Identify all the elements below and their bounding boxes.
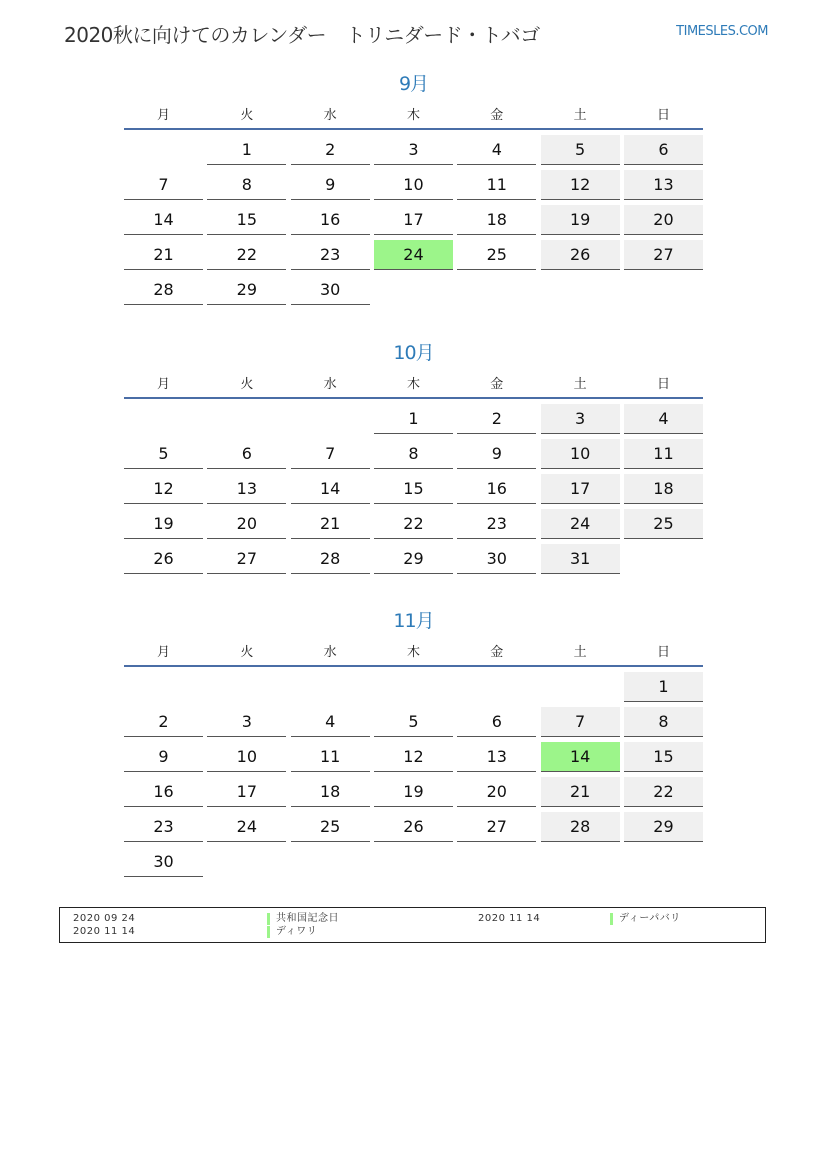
empty-day-cell xyxy=(291,847,370,877)
empty-day-cell xyxy=(457,847,536,877)
weekend-day-cell: 29 xyxy=(624,812,703,842)
weekend-day-cell: 10 xyxy=(541,439,620,469)
month-october xyxy=(124,339,703,574)
weekday-label: 金 xyxy=(490,377,504,392)
empty-day-cell xyxy=(124,135,203,165)
weekday-label: 火 xyxy=(240,645,254,660)
weekend-day-cell: 24 xyxy=(541,509,620,539)
day-cell: 25 xyxy=(291,812,370,842)
month-title: 11月 xyxy=(393,610,434,632)
day-cell: 12 xyxy=(374,742,453,772)
weekend-day-cell: 27 xyxy=(624,240,703,270)
weekday-label: 日 xyxy=(656,377,670,392)
weekday-label: 火 xyxy=(240,108,254,123)
empty-day-cell xyxy=(374,847,453,877)
day-cell: 23 xyxy=(291,240,370,270)
day-cell: 11 xyxy=(291,742,370,772)
day-cell: 5 xyxy=(124,439,203,469)
page-title: 2020秋に向けてのカレンダー トリニダード・トバゴ xyxy=(64,23,540,47)
weekday-header xyxy=(124,104,703,130)
day-cell: 18 xyxy=(457,205,536,235)
day-cell: 1 xyxy=(207,135,286,165)
day-grid xyxy=(124,135,703,305)
legend-date: 2020 09 24 xyxy=(73,913,136,924)
day-cell: 22 xyxy=(207,240,286,270)
empty-day-cell xyxy=(457,672,536,702)
weekday-label: 土 xyxy=(573,377,587,392)
day-cell: 10 xyxy=(374,170,453,200)
day-cell: 19 xyxy=(124,509,203,539)
day-cell: 7 xyxy=(291,439,370,469)
day-cell: 1 xyxy=(374,404,453,434)
day-cell: 22 xyxy=(374,509,453,539)
day-cell: 3 xyxy=(207,707,286,737)
day-cell: 24 xyxy=(207,812,286,842)
weekend-day-cell: 12 xyxy=(541,170,620,200)
weekend-day-cell: 19 xyxy=(541,205,620,235)
empty-day-cell xyxy=(624,544,703,574)
weekday-label: 土 xyxy=(573,645,587,660)
day-cell: 6 xyxy=(207,439,286,469)
day-cell: 23 xyxy=(124,812,203,842)
weekday-label: 木 xyxy=(406,645,420,660)
empty-day-cell xyxy=(291,404,370,434)
empty-day-cell xyxy=(457,275,536,305)
month-september xyxy=(124,70,703,305)
weekend-day-cell: 26 xyxy=(541,240,620,270)
empty-day-cell xyxy=(374,672,453,702)
holiday-day-cell: 24 xyxy=(374,240,453,270)
day-cell: 9 xyxy=(124,742,203,772)
weekend-day-cell: 28 xyxy=(541,812,620,842)
day-cell: 20 xyxy=(457,777,536,807)
weekday-label: 木 xyxy=(406,377,420,392)
day-cell: 16 xyxy=(124,777,203,807)
empty-day-cell xyxy=(291,672,370,702)
day-cell: 8 xyxy=(207,170,286,200)
day-cell: 2 xyxy=(291,135,370,165)
legend-holiday-name: ディーパバリ xyxy=(610,913,681,925)
weekend-day-cell: 17 xyxy=(541,474,620,504)
weekday-label: 土 xyxy=(573,108,587,123)
empty-day-cell xyxy=(624,275,703,305)
month-title: 10月 xyxy=(393,342,434,364)
day-cell: 5 xyxy=(374,707,453,737)
weekend-day-cell: 22 xyxy=(624,777,703,807)
day-cell: 29 xyxy=(207,275,286,305)
day-cell: 21 xyxy=(124,240,203,270)
day-cell: 16 xyxy=(457,474,536,504)
weekday-label: 月 xyxy=(156,645,170,660)
weekend-day-cell: 8 xyxy=(624,707,703,737)
day-cell: 16 xyxy=(291,205,370,235)
day-cell: 30 xyxy=(457,544,536,574)
weekday-label: 水 xyxy=(323,108,337,123)
day-cell: 10 xyxy=(207,742,286,772)
day-cell: 28 xyxy=(124,275,203,305)
day-cell: 14 xyxy=(291,474,370,504)
weekday-header xyxy=(124,641,703,667)
legend-holiday-name: ディワリ xyxy=(267,926,317,938)
day-cell: 9 xyxy=(291,170,370,200)
weekend-day-cell: 1 xyxy=(624,672,703,702)
weekend-day-cell: 5 xyxy=(541,135,620,165)
weekend-day-cell: 13 xyxy=(624,170,703,200)
day-cell: 30 xyxy=(124,847,203,877)
day-cell: 2 xyxy=(457,404,536,434)
empty-day-cell xyxy=(207,404,286,434)
weekend-day-cell: 21 xyxy=(541,777,620,807)
day-cell: 25 xyxy=(457,240,536,270)
day-cell: 13 xyxy=(457,742,536,772)
day-cell: 27 xyxy=(207,544,286,574)
legend-holiday-name: 共和国記念日 xyxy=(267,913,339,925)
legend-date: 2020 11 14 xyxy=(73,926,136,937)
month-november xyxy=(124,607,703,877)
day-cell: 9 xyxy=(457,439,536,469)
day-cell: 21 xyxy=(291,509,370,539)
weekday-label: 月 xyxy=(156,377,170,392)
weekend-day-cell: 15 xyxy=(624,742,703,772)
day-cell: 18 xyxy=(291,777,370,807)
day-cell: 27 xyxy=(457,812,536,842)
empty-day-cell xyxy=(374,275,453,305)
weekday-label: 水 xyxy=(323,377,337,392)
weekend-day-cell: 18 xyxy=(624,474,703,504)
empty-day-cell xyxy=(124,672,203,702)
day-cell: 14 xyxy=(124,205,203,235)
day-grid xyxy=(124,404,703,574)
day-cell: 6 xyxy=(457,707,536,737)
empty-day-cell xyxy=(207,847,286,877)
day-cell: 4 xyxy=(457,135,536,165)
day-cell: 13 xyxy=(207,474,286,504)
weekend-day-cell: 31 xyxy=(541,544,620,574)
day-cell: 11 xyxy=(457,170,536,200)
day-cell: 28 xyxy=(291,544,370,574)
weekend-day-cell: 25 xyxy=(624,509,703,539)
empty-day-cell xyxy=(541,672,620,702)
empty-day-cell xyxy=(124,404,203,434)
day-cell: 12 xyxy=(124,474,203,504)
day-cell: 19 xyxy=(374,777,453,807)
day-cell: 4 xyxy=(291,707,370,737)
day-cell: 17 xyxy=(207,777,286,807)
empty-day-cell xyxy=(207,672,286,702)
day-cell: 17 xyxy=(374,205,453,235)
weekday-label: 日 xyxy=(656,108,670,123)
day-cell: 29 xyxy=(374,544,453,574)
day-grid xyxy=(124,672,703,877)
day-cell: 20 xyxy=(207,509,286,539)
day-cell: 30 xyxy=(291,275,370,305)
day-cell: 7 xyxy=(124,170,203,200)
empty-day-cell xyxy=(624,847,703,877)
day-cell: 3 xyxy=(374,135,453,165)
holiday-day-cell: 14 xyxy=(541,742,620,772)
day-cell: 15 xyxy=(207,205,286,235)
weekend-day-cell: 4 xyxy=(624,404,703,434)
holiday-legend xyxy=(59,907,766,943)
day-cell: 26 xyxy=(124,544,203,574)
weekday-label: 水 xyxy=(323,645,337,660)
weekend-day-cell: 7 xyxy=(541,707,620,737)
empty-day-cell xyxy=(541,275,620,305)
day-cell: 8 xyxy=(374,439,453,469)
weekday-label: 日 xyxy=(656,645,670,660)
weekend-day-cell: 6 xyxy=(624,135,703,165)
empty-day-cell xyxy=(541,847,620,877)
day-cell: 26 xyxy=(374,812,453,842)
month-title: 9月 xyxy=(398,73,429,95)
weekday-label: 木 xyxy=(406,108,420,123)
weekday-label: 金 xyxy=(490,645,504,660)
weekday-label: 金 xyxy=(490,108,504,123)
weekend-day-cell: 20 xyxy=(624,205,703,235)
day-cell: 23 xyxy=(457,509,536,539)
brand-logo[interactable]: TIMESLES.COM xyxy=(676,24,768,39)
weekday-label: 火 xyxy=(240,377,254,392)
weekday-label: 月 xyxy=(156,108,170,123)
day-cell: 2 xyxy=(124,707,203,737)
weekend-day-cell: 11 xyxy=(624,439,703,469)
weekday-header xyxy=(124,373,703,399)
day-cell: 15 xyxy=(374,474,453,504)
weekend-day-cell: 3 xyxy=(541,404,620,434)
legend-date: 2020 11 14 xyxy=(478,913,541,924)
